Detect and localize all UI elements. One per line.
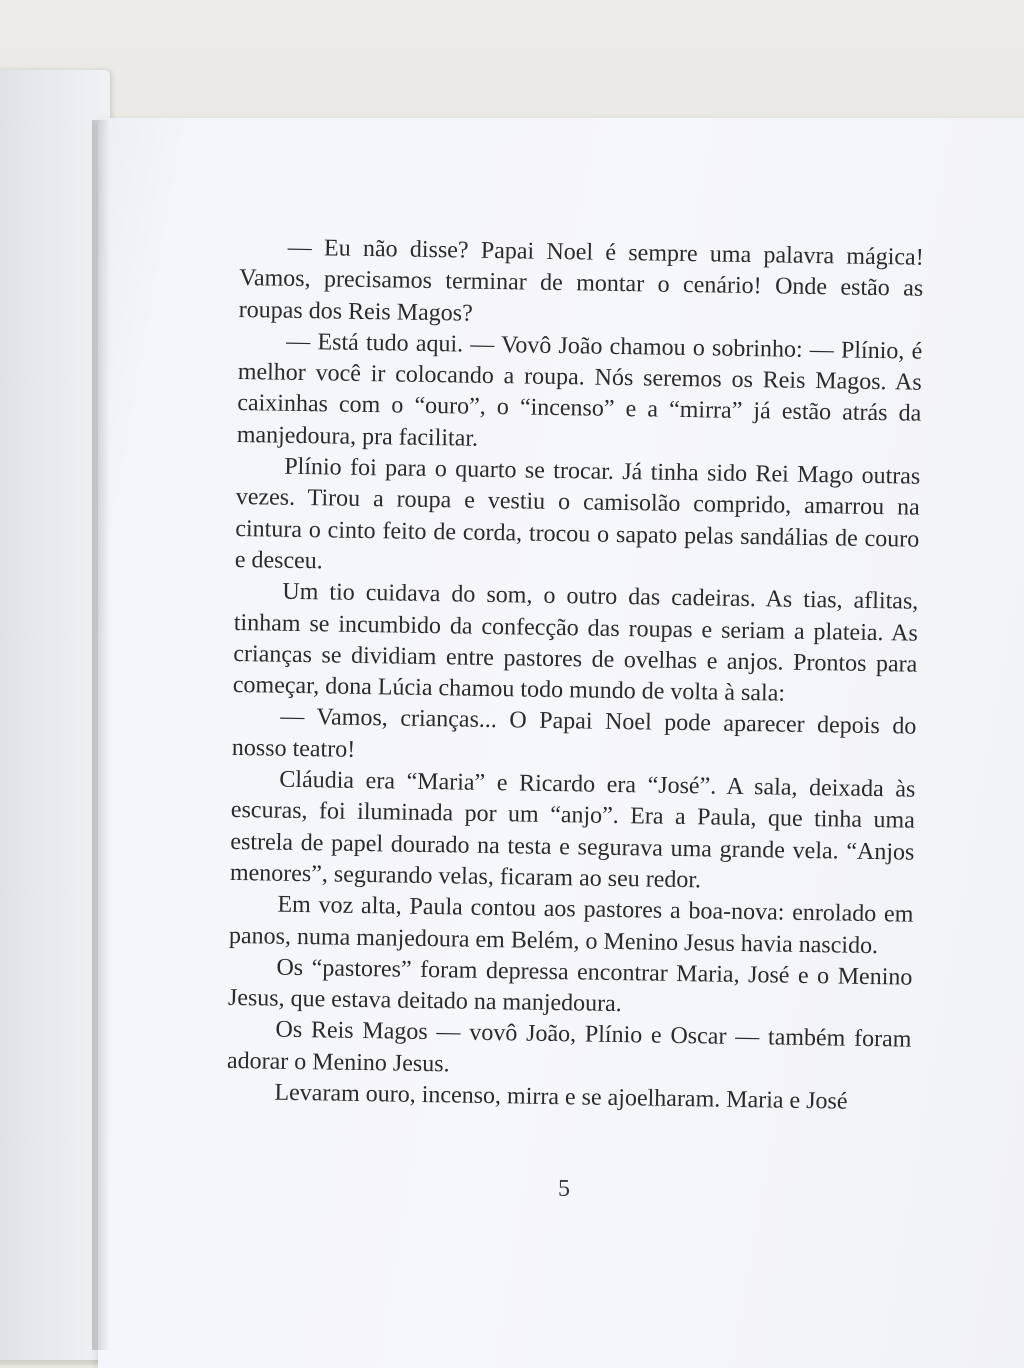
paragraph: — Eu não disse? Papai Noel é sempre uma palavra mágica! Vamos, precisamos terminar de montar o cenário! Onde estão as roupas dos Reis Magos? (238, 234, 924, 327)
paragraph: — Vamos, crianças... O Papai Noel pode aparecer depois do nosso teatro! (231, 704, 917, 763)
paragraph: Plínio foi para o quarto se trocar. Já tinha sido Rei Mago outras vezes. Tirou a roupa e vestiu o camisolão comprido, amarrou na cintura o cinto feito de corda, trocou o sapato pelas sandálias de couro e desceu. (234, 453, 921, 575)
page-text (226, 232, 924, 1119)
page-number: 5 (558, 1176, 570, 1202)
paragraph: Os Reis Magos — vovô João, Plínio e Oscar — também foram adorar o Menino Jesus. (226, 1017, 912, 1078)
paragraph: — Está tudo aqui. — Vovô João chamou o sobrinho: — Plínio, é melhor você ir colocando a roupa. Nós seremos os Reis Magos. As caixinhas com o “ouro”, o “incenso” e a “mirra” já estão atrás da manjedoura, pra facilitar. (236, 328, 923, 452)
paragraph: Os “pastores” foram depressa encontrar Maria, José e o Menino Jesus, que estava deitado na manjedoura. (227, 954, 913, 1018)
paragraph: Um tio cuidava do som, o outro das cadeiras. As tias, aflitas, tinham se incumbido da confecção das roupas e seriam a plateia. As crianças se dividiam entre pastores de ovelhas e anjos. Prontos para começar, dona Lúcia chamou todo mundo de volta à sala: (232, 578, 919, 707)
paragraph: Cláudia era “Maria” e Ricardo era “José”. A sala, deixada às escuras, foi iluminada por um “anjo”. Era a Paula, que tinha uma estrela de papel dourado na testa e segurava uma grande vela. “Anjos menores”, segurando velas, ficaram ao seu redor. (229, 766, 916, 894)
paragraph: Em voz alta, Paula contou aos pastores a boa-nova: enrolado em panos, numa manjedoura em Belém, o Menino Jesus havia nascido. (228, 891, 914, 959)
paragraph: Levaram ouro, incenso, mirra e se ajoelharam. Maria e José (274, 1079, 848, 1115)
spine-shadow (92, 120, 110, 1350)
